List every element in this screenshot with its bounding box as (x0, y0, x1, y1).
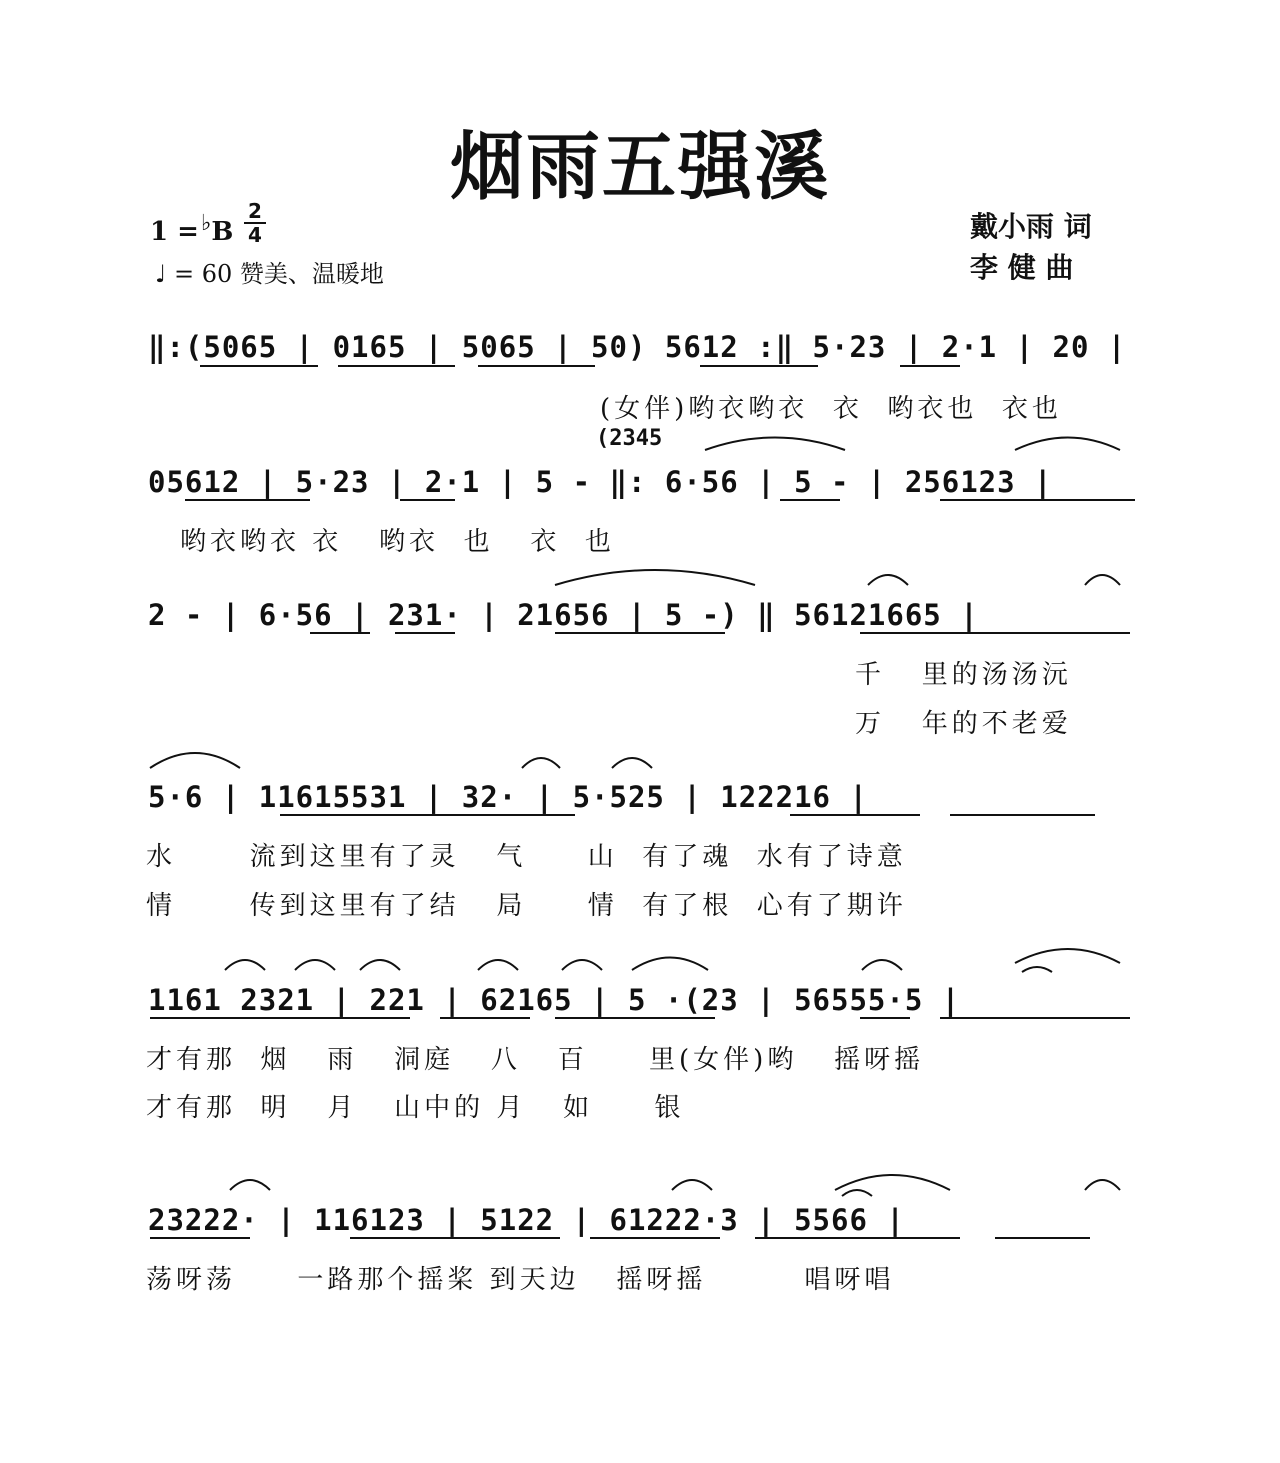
slur-mark (230, 1180, 270, 1190)
lyric-row-3-verse-1: 千 里的汤汤沅 (855, 660, 1072, 690)
notation-row-6: 23222· | 116123 | 5122 | 61222·3 | 5566 | (148, 1203, 905, 1237)
lyric-row-3-verse-2: 万 年的不老爱 (855, 709, 1072, 739)
notation-row-3: 2 - | 6·56 | 231· | 21656 | 5 -) ‖ 56121665 | (148, 598, 979, 632)
tempo-marking (155, 254, 384, 289)
lyric-row-1-verse-1: (女伴)哟衣哟衣 衣 哟衣也 衣也 (600, 394, 1062, 424)
lyric-row-5-verse-1: 才有那 烟 雨 洞庭 八 百 里(女伴)哟 摇呀摇 (146, 1045, 925, 1075)
lyricist-credit: 戴小雨 词 (970, 210, 1092, 243)
time-signature (244, 200, 266, 246)
notation-row-2: 05612 | 5·23 | 2·1 | 5 - ‖: 6·56 | 5 - | 256123 | (148, 465, 1053, 499)
key-signature (150, 210, 233, 247)
notation-row-5: 1161 2321 | 221 | 62165 | 5 ·(23 | 56555·5 | (148, 983, 961, 1017)
slur-mark (612, 758, 652, 768)
flat-icon: ♭ (200, 210, 212, 236)
slur-mark (360, 960, 400, 970)
slur-mark (1015, 438, 1120, 451)
song-title: 烟雨五强溪 (450, 124, 830, 210)
tempo-text: = 60 赞美、温暖地 (173, 260, 384, 288)
slur-mark (835, 1175, 950, 1190)
slur-mark (862, 960, 902, 970)
slur-mark (868, 575, 908, 585)
slur-mark (522, 758, 560, 768)
slur-mark (705, 438, 845, 451)
notation-row-1: ‖:(5065 | 0165 | 5065 | 50) 5612 :‖ 5·23 | 2·1 | 20 | (148, 330, 1127, 364)
slur-mark (632, 958, 708, 971)
lyric-row-5-verse-2: 才有那 明 月 山中的 月 如 银 (146, 1093, 685, 1123)
notation-row-4: 5·6 | 11615531 | 32· | 5·525 | 122216 | (148, 780, 868, 814)
lyric-row-4-verse-1: 水 流到这里有了灵 气 山 有了魂 水有了诗意 (146, 842, 907, 872)
slur-mark (672, 1180, 712, 1190)
slur-mark (1085, 1180, 1120, 1190)
slur-mark (562, 960, 602, 970)
grace-notes: (2345 (596, 426, 663, 451)
lyric-row-6-verse-1: 荡呀荡 一路那个摇桨 到天边 摇呀摇 唱呀唱 (146, 1265, 895, 1295)
slur-mark (1085, 575, 1120, 585)
time-signature-bottom: 4 (248, 223, 262, 247)
slur-mark (1015, 949, 1120, 963)
slur-mark (295, 960, 335, 970)
quarter-note-icon: ♩ (155, 260, 167, 288)
key-note: B (211, 217, 234, 247)
slur-mark (225, 960, 265, 970)
time-signature-top: 2 (244, 200, 266, 224)
composer-credit: 李 健 曲 (970, 251, 1074, 284)
lyric-row-4-verse-2: 情 传到这里有了结 局 情 有了根 心有了期许 (146, 891, 907, 921)
slur-mark (478, 960, 518, 970)
key-label: 1 = (150, 217, 199, 247)
slur-mark (150, 753, 240, 768)
slur-mark (555, 570, 755, 585)
slur-mark (1022, 967, 1052, 972)
slur-mark (842, 1190, 872, 1196)
lyric-row-2-verse-1: 哟衣哟衣 衣 哟衣 也 衣 也 (180, 527, 615, 557)
